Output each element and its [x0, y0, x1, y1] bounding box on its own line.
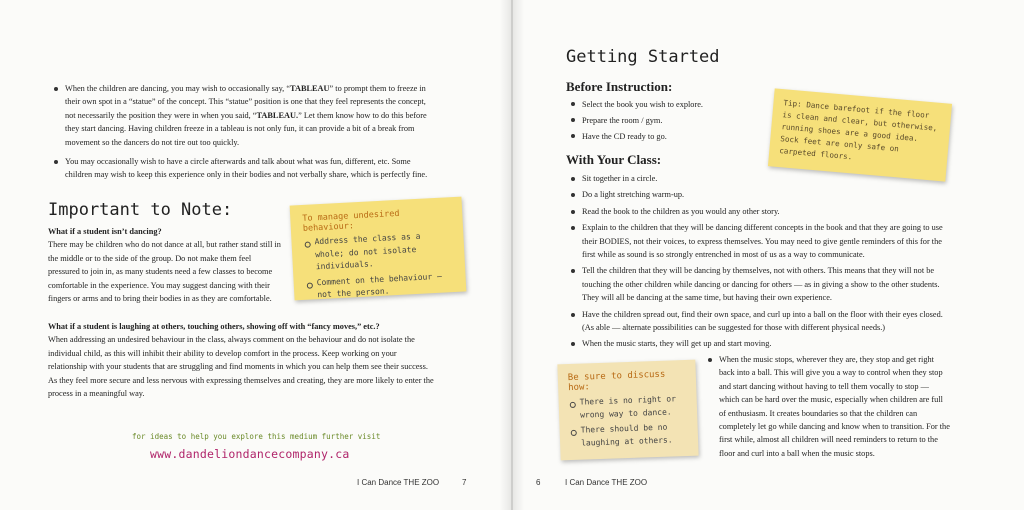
q2-block	[48, 320, 434, 400]
music-stops-list	[706, 353, 951, 460]
class-item: Sit together in a circle.	[569, 172, 949, 185]
class-item: Tell the children that they will be dancing by themselves, not with others. This means that they will not be touching the other children while dancing or dancing for others — as in giving a show to the other students. They will all be dancing at the same time, but having their own experience.	[569, 264, 949, 304]
right-page-number: 6	[536, 478, 541, 487]
right-page	[513, 0, 1024, 510]
with-your-class-heading: With Your Class:	[566, 152, 662, 167]
before-item: Prepare the room / gym.	[569, 113, 769, 129]
left-page	[0, 0, 511, 510]
circle-bullet: You may occasionally wish to have a circle afterwards and talk about what was fun, different, etc. Some children may wish to keep this experience only in their bodies and not verbally share, which is perfectly fine.	[52, 155, 434, 182]
book-gutter	[500, 0, 524, 510]
intro-bullet-list	[52, 82, 434, 182]
discuss-note-title: Be sure to discuss how:	[567, 369, 666, 394]
behaviour-sticky-note	[290, 197, 467, 301]
class-item: Have the children spread out, find their own space, and curl up into a ball on the floor with their eyes closed. (As able — alternate possibilities can be suggested for those with different physical needs.)	[569, 308, 949, 335]
discuss-note-item: There should be no laughing at others.	[569, 421, 688, 450]
behaviour-note-title: To manage undesired behaviour:	[302, 208, 400, 234]
class-item: Do a light stretching warm-up.	[569, 188, 949, 201]
right-footer-title: I Can Dance THE ZOO	[565, 478, 648, 487]
behaviour-note-item: Comment on the behaviour — not the person.	[305, 270, 454, 303]
q1-heading: What if a student isn’t dancing?	[48, 227, 162, 236]
with-your-class-list	[569, 172, 949, 351]
class-item: When the music starts, they will get up and start moving.	[569, 337, 949, 350]
tableau-bullet: When the children are dancing, you may wish to occasionally say, “TABLEAU” to prompt them to freeze in their own spot in a “statue” of the concept. This “statue” position is one that they feel represents the concept, not necessarily the position they were in when you said, “TABLEAU.” Let them know how to do this before they start dancing. Having children freeze in a tableau is not only fun, it can provide a bit of a break from movement so the dancers do not tire out too quickly.	[52, 82, 434, 149]
q2-heading: What if a student is laughing at others, touching others, showing off with “fancy moves,” etc.?	[48, 322, 380, 331]
left-page-number: 7	[462, 478, 467, 487]
discuss-note-list	[569, 393, 689, 450]
behaviour-note-item: Address the class as a whole; do not isolate individuals.	[303, 229, 453, 274]
before-instruction-heading: Before Instruction:	[566, 79, 673, 94]
left-footer-title: I Can Dance THE ZOO	[357, 478, 440, 487]
important-heading: Important to Note:	[48, 200, 233, 220]
class-item: Explain to the children that they will be dancing different concepts in the book and that they are going to use their BODIES, not their voices, to express themselves. You may need to give gentle reminders of this for the first while as sound is so strongly entrenched in most of us as a way to communicate.	[569, 221, 949, 261]
discuss-sticky-note	[557, 360, 698, 461]
q1-answer: There may be children who do not dance at all, but rather stand still in the middle or to the side of the group. Do not make them feel pressured to join in, as many students need a few classes to become comfortable in the experience. You may suggest dancing with their fingers or arms and to bring their bodies in as they are comfortable.	[48, 240, 281, 304]
class-item: Read the book to the children as you would any other story.	[569, 205, 949, 218]
discuss-note-item: There is no right or wrong way to dance.	[569, 393, 688, 422]
behaviour-note-list	[303, 229, 454, 302]
tip-text: Tip: Dance barefoot if the floor is clean and clear, but otherwise, running shoes are a good idea. Sock feet are only safe on carpeted floors.	[778, 98, 938, 162]
q2-answer: When addressing an undesired behaviour in the class, always comment on the behaviour and do not isolate the individual child, as this will inhibit their ability to develop comfort in the process. Keep working on your relationship with your students that are struggling and find moments in which you can help them see their success. As they feel more secure and less nervous with expressing themselves and creating, they are more likely to enter the process in a meaningful way.	[48, 335, 434, 399]
music-stops-item: When the music stops, wherever they are, they stop and get right back into a ball. This will give you a way to control when they stop and start dancing without having to tell them vocally to stop — which can be hard over the music, especially when children are full of enthusiasm. It creates boundaries so that the children can completely let go while dancing and know when to transition. For the first while, almost all children will need reminders to return to the floor and curl into a ball when the music stops.	[706, 353, 951, 460]
before-instruction-list	[569, 97, 769, 145]
tip-sticky-note	[768, 88, 952, 181]
q1-block	[48, 225, 284, 305]
before-item: Have the CD ready to go.	[569, 129, 769, 145]
promo-line: for ideas to help you explore this medium further visit	[132, 432, 381, 441]
getting-started-heading: Getting Started	[566, 47, 720, 67]
before-item: Select the book you wish to explore.	[569, 97, 769, 113]
promo-url[interactable]: www.dandeliondancecompany.ca	[150, 447, 350, 461]
